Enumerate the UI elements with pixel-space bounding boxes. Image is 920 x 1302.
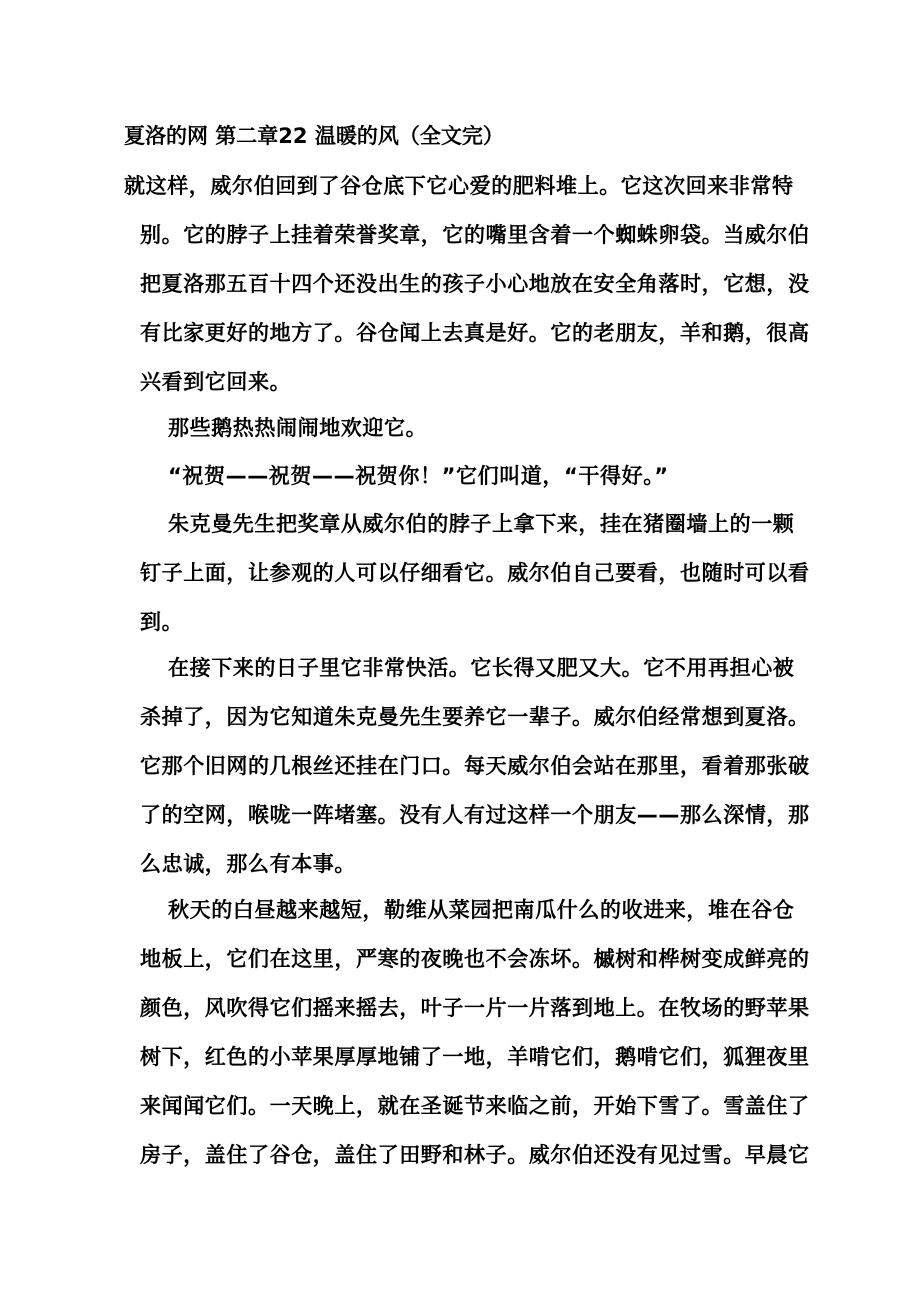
paragraph-line: 到。 — [140, 610, 184, 634]
paragraph-line: 把夏洛那五百十四个还没出生的孩子小心地放在安全角落时，它想，没 — [140, 272, 810, 296]
paragraph-line: “祝贺——祝贺——祝贺你！”它们叫道，“干得好。” — [168, 464, 669, 488]
paragraph-4 — [140, 500, 810, 647]
paragraph-6 — [140, 886, 810, 1180]
paragraph-line: 房子，盖住了谷仓，盖住了田野和林子。威尔伯还没有见过雪。早晨它 — [140, 1143, 810, 1167]
paragraph-3 — [168, 452, 669, 501]
paragraph-line: 么忠诚，那么有本事。 — [140, 852, 356, 876]
paragraph-line: 它那个旧网的几根丝还挂在门口。每天威尔伯会站在那里，看着那张破 — [140, 754, 810, 778]
paragraph-1 — [124, 162, 810, 407]
paragraph-line: 别。它的脖子上挂着荣誉奖章，它的嘴里含着一个蜘蛛卵袋。当威尔伯 — [140, 223, 810, 247]
paragraph-line: 就这样，威尔伯回到了谷仓底下它心爱的肥料堆上。它这次回来非常特 — [124, 174, 794, 198]
paragraph-line: 地板上，它们在这里，严寒的夜晚也不会冻坏。槭树和桦树变成鲜亮的 — [140, 947, 810, 971]
paragraph-line: 那些鹅热热闹闹地欢迎它。 — [168, 416, 428, 440]
paragraph-line: 杀掉了，因为它知道朱克曼先生要养它一辈子。威尔伯经常想到夏洛。 — [140, 705, 810, 729]
paragraph-line: 朱克曼先生把奖章从威尔伯的脖子上拿下来，挂在猪圈墙上的一颗 — [168, 512, 795, 536]
paragraph-line: 来闻闻它们。一天晚上，就在圣诞节来临之前，开始下雪了。雪盖住了 — [140, 1094, 810, 1118]
paragraph-line: 钉子上面，让参观的人可以仔细看它。威尔伯自己要看，也随时可以看 — [140, 561, 810, 585]
paragraph-line: 兴看到它回来。 — [140, 370, 292, 394]
paragraph-5 — [140, 644, 810, 889]
chapter-title: 夏洛的网 第二章22 温暖的风（全文完） — [124, 124, 504, 148]
paragraph-2 — [168, 404, 427, 453]
paragraph-line: 树下，红色的小苹果厚厚地铺了一地，羊啃它们，鹅啃它们，狐狸夜里 — [140, 1045, 810, 1069]
paragraph-line: 颜色，风吹得它们摇来摇去，叶子一片一片落到地上。在牧场的野苹果 — [140, 996, 810, 1020]
paragraph-line: 了的空网，喉咙一阵堵塞。没有人有过这样一个朋友——那么深情，那 — [140, 803, 810, 827]
paragraph-line: 在接下来的日子里它非常快活。它长得又肥又大。它不用再担心被 — [168, 656, 795, 680]
paragraph-line: 有比家更好的地方了。谷仓闻上去真是好。它的老朋友，羊和鹅，很高 — [140, 321, 810, 345]
paragraph-line: 秋天的白昼越来越短，勒维从菜园把南瓜什么的收进来，堆在谷仓 — [168, 898, 795, 922]
